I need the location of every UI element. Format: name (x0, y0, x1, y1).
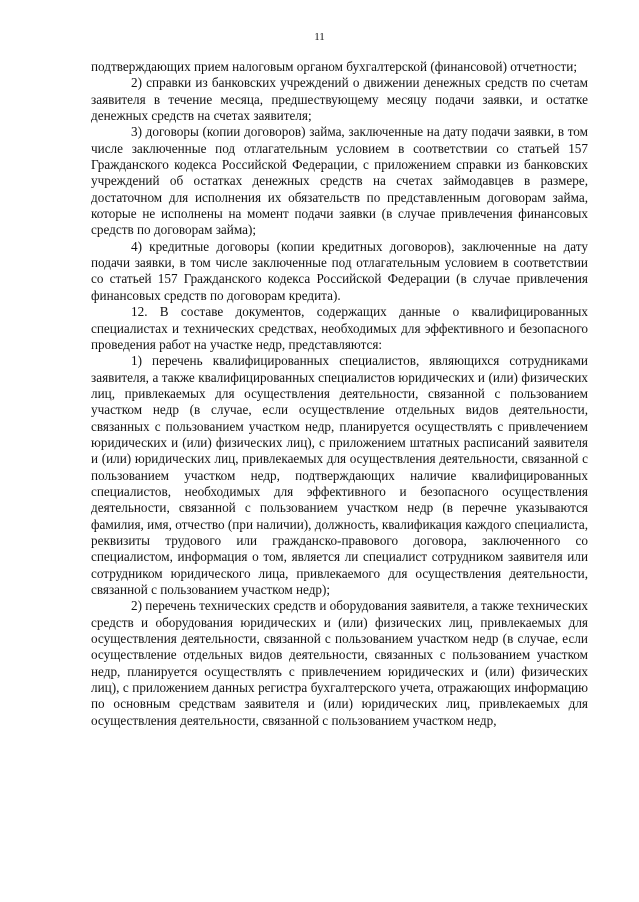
paragraph-continuation: подтверждающих прием налоговым органом бухгалтерской (финансовой) отчетности; (91, 59, 578, 74)
paragraph-item-4-credit-agreements: 4) кредитные договоры (копии кредитных договоров), заключенные на дату подачи заявки, в том числе заключенные под отлагательным условием в соответствии со статьей 157 Гражданского кодекса Российской Федерации (в случае привлечения финансовых средств по договорам кредита). (91, 238, 588, 303)
paragraph-item-2-bank-statements: 2) справки из банковских учреждений о движении денежных средств по счетам заявителя в течение месяца, предшествующему месяцу подачи заявки, и остатке денежных средств на счетах заявителя; (91, 75, 588, 124)
paragraph-item-1-specialists-list: 1) перечень квалифицированных специалистов, являющихся сотрудниками заявителя, а также квалифицированных специалистов юридических и (или) физических лиц, привлекаемых для осуществления деятельности, связанной с пользованием участком недр (в случае, если осуществление отдельных видов деятельности, связанных с пользованием участком недр, планируется осуществлять с привлечением юридических и (или) физических лиц), с приложением штатных расписаний заявителя и (или) юридических лиц, привлекаемых для осуществления деятельности, связанной с пользованием участком недр, подтверждающих наличие квалифицированных специалистов, необходимых для эффективного и безопасного осуществления деятельности, связанной с пользованием участком недр (в перечне указываются фамилия, имя, отчество (при наличии), должность, квалификация каждого специалиста, реквизиты трудового или гражданско-правового договора, заключенного со специалистом, информация о том, является ли специалист сотрудником заявителя или сотрудником юридического лица, привлекаемого для осуществления деятельности, связанной с пользованием участком недр); (91, 353, 588, 597)
document-body (91, 59, 588, 729)
page-number: 11 (314, 31, 325, 43)
paragraph-item-3-loan-agreements: 3) договоры (копии договоров) займа, заключенные на дату подачи заявки, в том числе заключенные под отлагательным условием в соответствии со статьей 157 Гражданского кодекса Российской Федерации, с приложением справки из банковских учреждений об остатках денежных средств на счетах займодавцев в размере, достаточном для исполнения их обязательств по представленным договорам займа, которые не исполнены на момент подачи заявки (в случае привлечения финансовых средств по договорам займа); (91, 124, 588, 238)
paragraph-section-12: 12. В составе документов, содержащих данные о квалифицированных специалистах и технических средствах, необходимых для эффективного и безопасного проведения работ на участке недр, представляются: (91, 304, 588, 352)
paragraph-item-2-equipment-list: 2) перечень технических средств и оборудования заявителя, а также технических средств и оборудования юридических и (или) физических лиц, привлекаемых для осуществления деятельности, связанной с пользованием участком недр (в случае, если осуществление отдельных видов деятельности, связанных с пользованием участком недр, планируется осуществлять с привлечением юридических и (или) физических лиц), с приложением данных регистра бухгалтерского учета, отражающих информацию по основным средствам заявителя и (или) юридических лиц, привлекаемых для осуществления деятельности, связанной с пользованием участком недр, (91, 598, 589, 728)
